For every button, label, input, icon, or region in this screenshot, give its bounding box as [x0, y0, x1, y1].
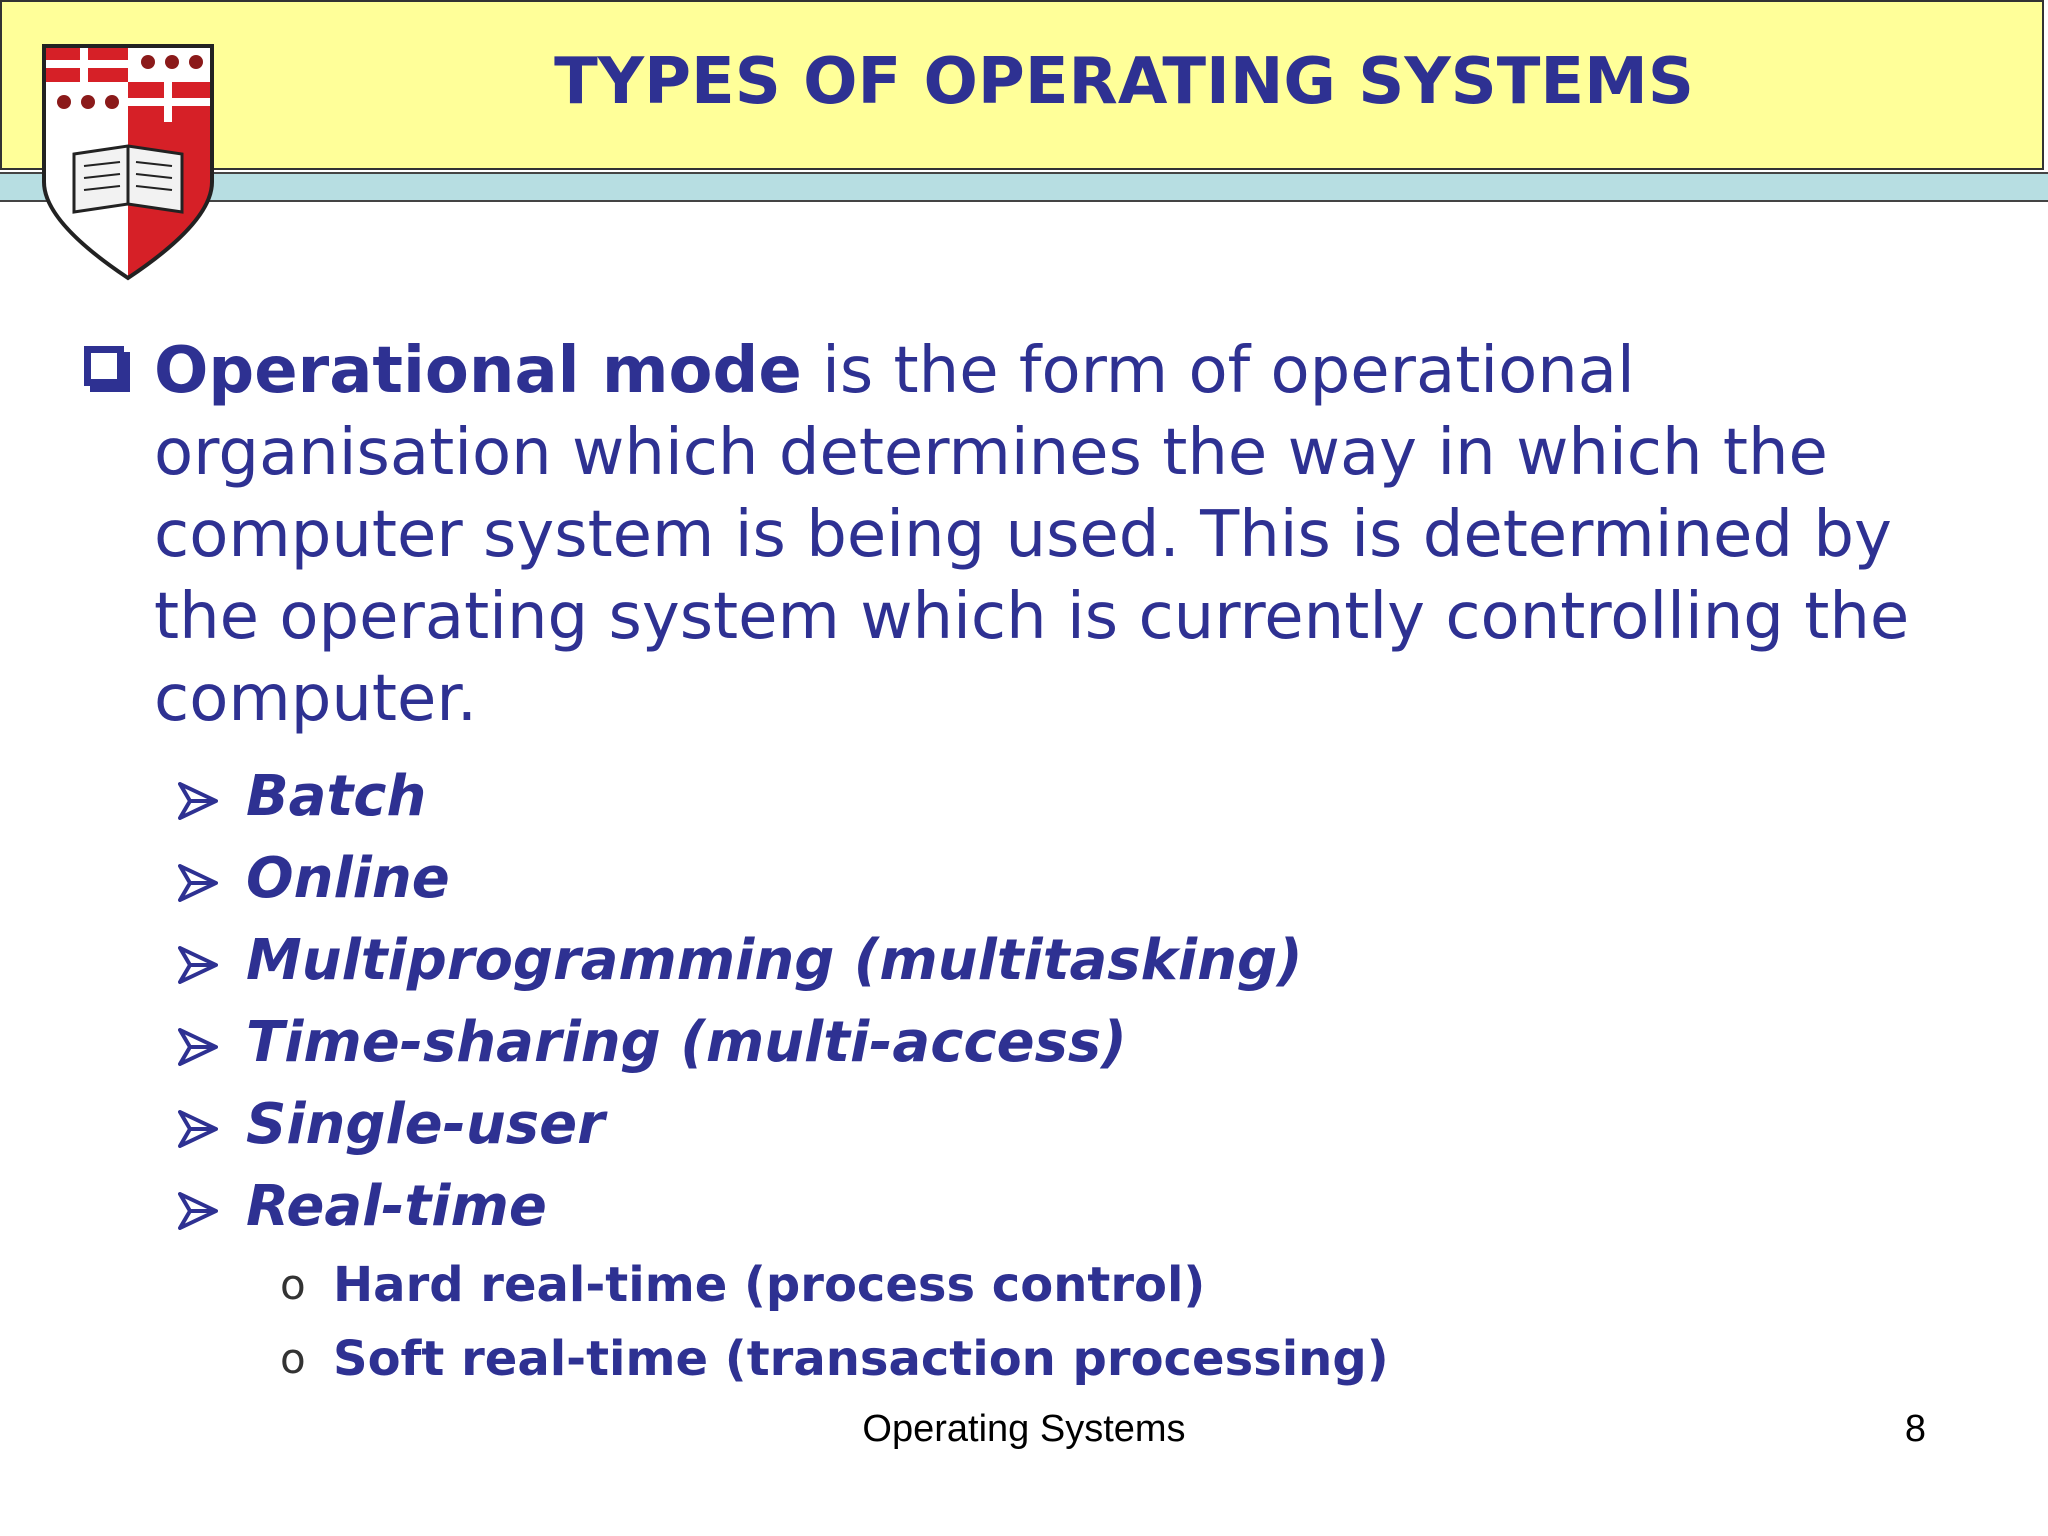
- list-item: [80, 1248, 2000, 1322]
- mode-label: Multiprogramming (multitasking): [246, 928, 1303, 993]
- arrow-bullet-icon: [178, 782, 218, 820]
- list-item: [80, 1322, 2000, 1396]
- mode-label: Single-user: [246, 1092, 605, 1157]
- arrow-bullet-icon: [178, 1192, 218, 1230]
- list-item: [80, 838, 2000, 920]
- university-crest-icon: [40, 42, 216, 282]
- list-item: [80, 756, 2000, 838]
- operational-modes-list: [80, 756, 2000, 1248]
- circle-bullet-icon: o: [280, 1260, 306, 1309]
- arrow-bullet-icon: [178, 864, 218, 902]
- square-bullet-icon: [84, 346, 124, 386]
- footer-course-title: Operating Systems: [862, 1408, 1186, 1450]
- real-time-types-list: [80, 1248, 2000, 1396]
- real-time-type-label: Hard real-time (process control): [333, 1257, 1206, 1313]
- mode-label: Real-time: [246, 1174, 547, 1239]
- arrow-bullet-icon: [178, 1028, 218, 1066]
- mode-label: Online: [246, 846, 450, 911]
- footer-page-number: 8: [1904, 1408, 1926, 1450]
- list-item: [80, 1084, 2000, 1166]
- mode-label: Time-sharing (multi-access): [246, 1010, 1127, 1075]
- list-item: [80, 920, 2000, 1002]
- real-time-type-label: Soft real-time (transaction processing): [333, 1331, 1389, 1387]
- arrow-bullet-icon: [178, 1110, 218, 1148]
- definition-text: is the form of operational organisation which determines the way in which the computer system is being used. This is determined by the operating system which is currently controlling the computer.: [154, 334, 1910, 736]
- circle-bullet-icon: o: [280, 1334, 306, 1383]
- slide-title: TYPES OF OPERATING SYSTEMS: [554, 45, 1694, 119]
- arrow-bullet-icon: [178, 946, 218, 984]
- list-item: [80, 1166, 2000, 1248]
- mode-label: Batch: [246, 764, 427, 829]
- definition-term: Operational mode: [154, 334, 802, 408]
- slide-body: [80, 330, 2000, 1396]
- list-item: [80, 1002, 2000, 1084]
- header-strip: [0, 172, 2048, 202]
- operational-mode-definition: [80, 330, 2000, 740]
